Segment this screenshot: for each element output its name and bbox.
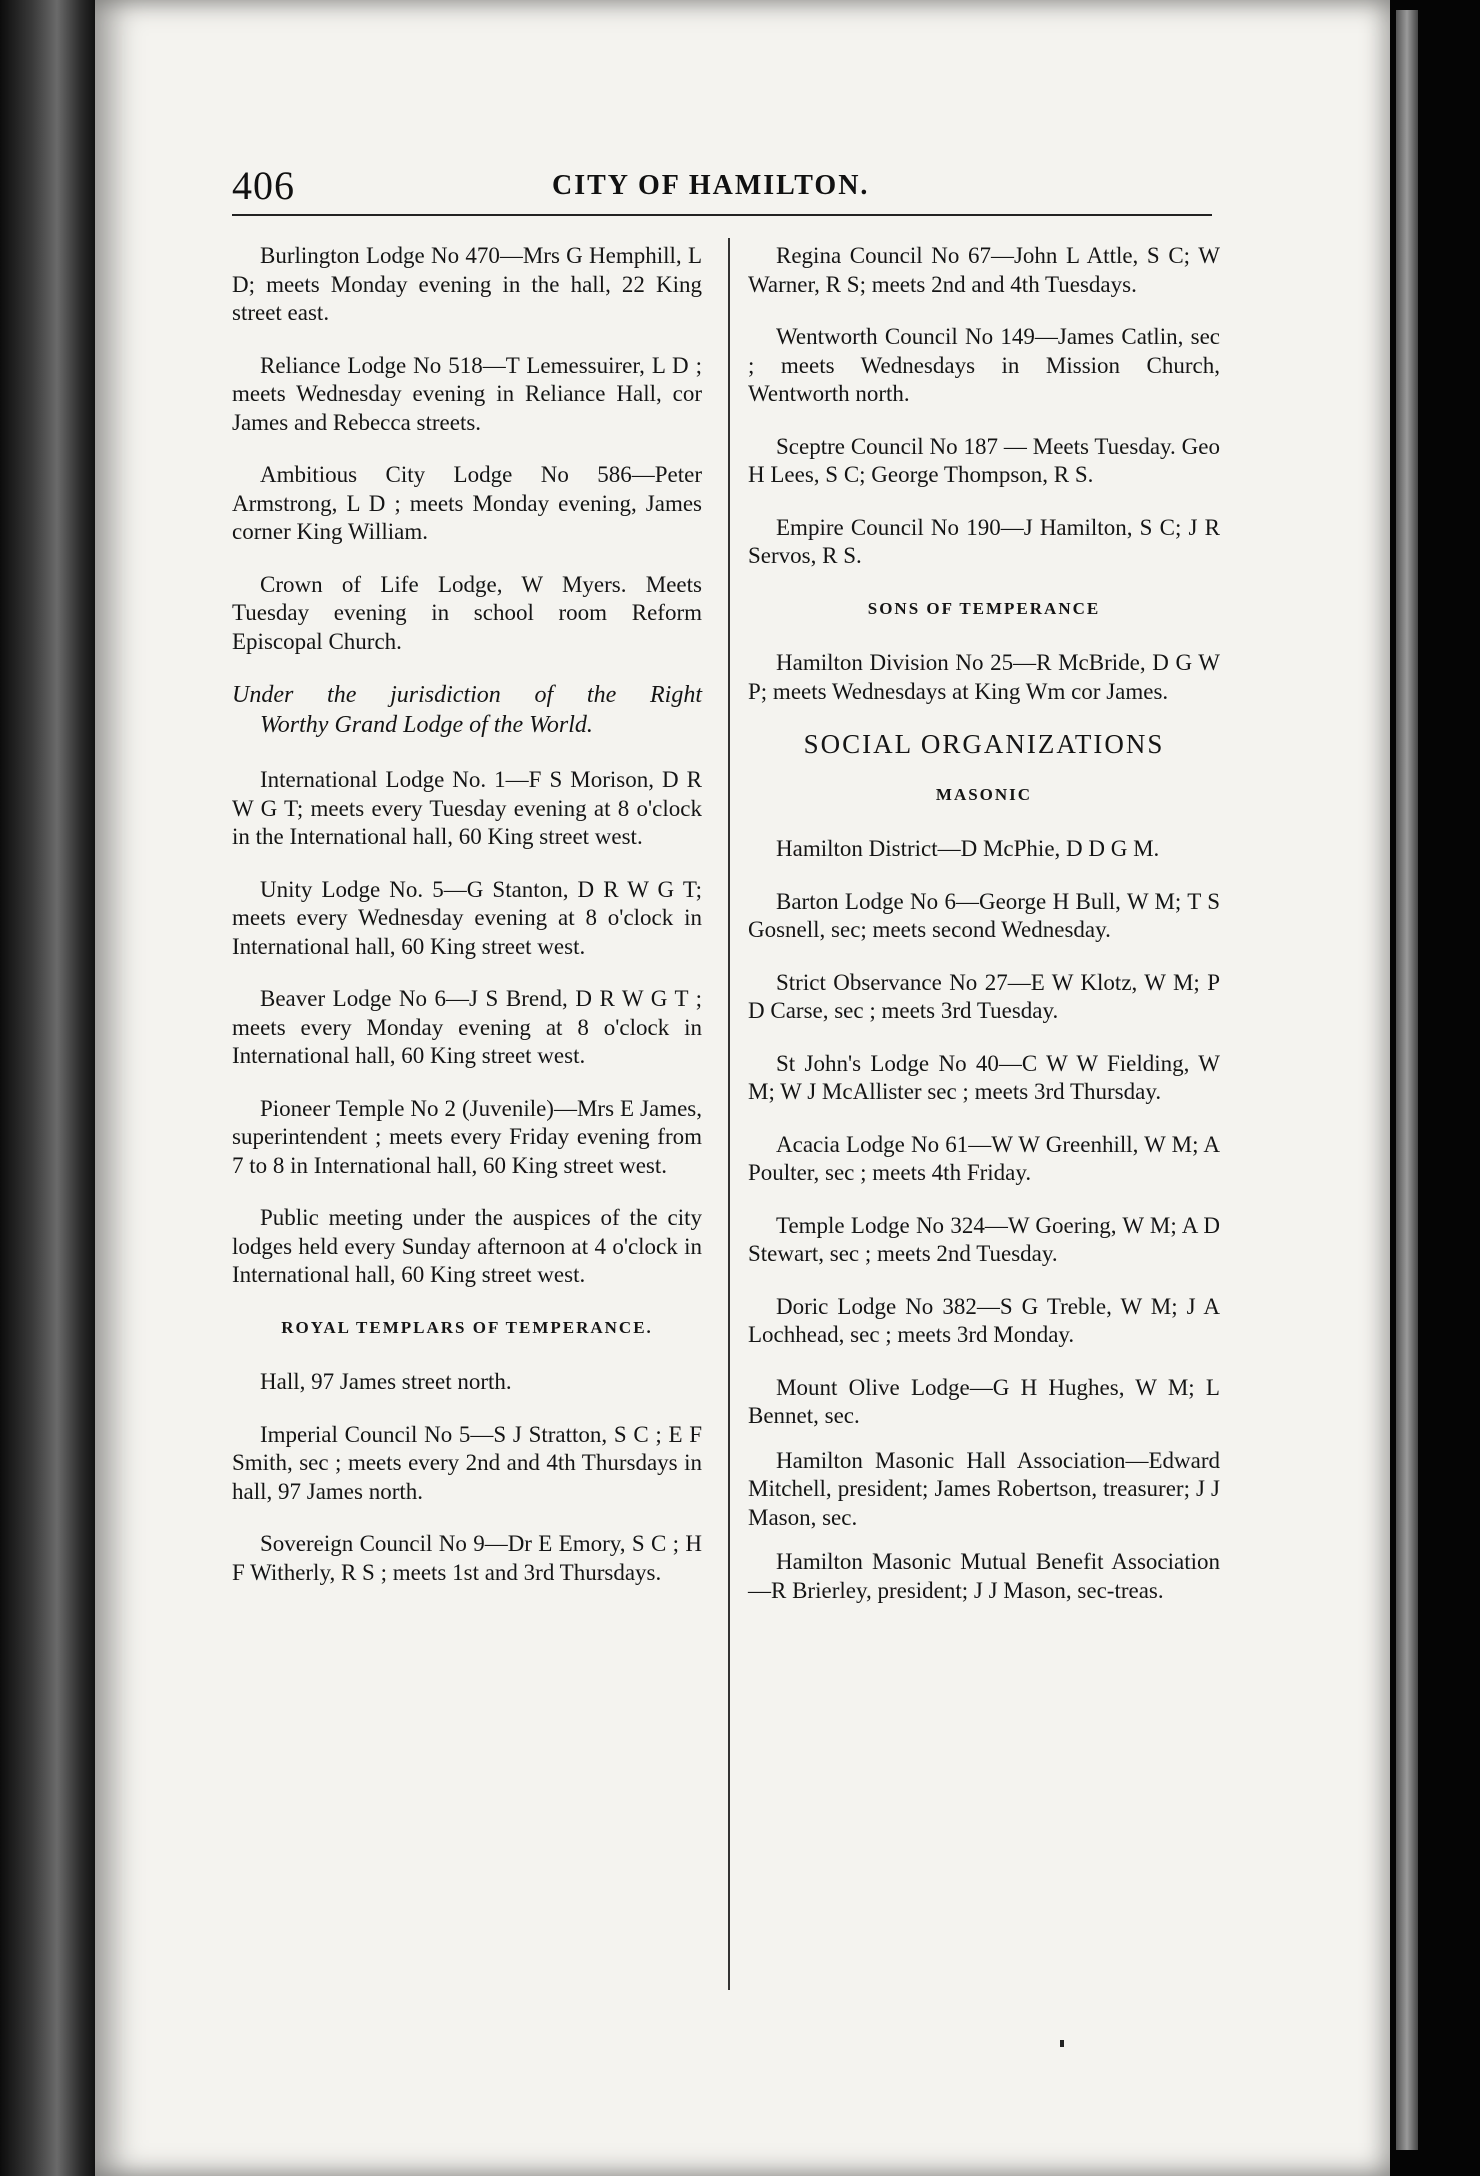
directory-entry: Wentworth Council No 149—James Catlin, sec ; meets Wednesdays in Mission Church, Wentworth north.: [748, 324, 1220, 406]
directory-entry: Barton Lodge No 6—George H Bull, W M; T S Gosnell, sec; meets second Wednesday.: [748, 888, 1220, 942]
page-header: [232, 160, 1212, 216]
directory-entry: Sceptre Council No 187 — Meets Tuesday. Geo H Lees, S C; George Thompson, R S.: [748, 433, 1220, 487]
book-spine-shadow: [0, 0, 95, 2176]
facing-page-edge: [1390, 0, 1480, 2176]
directory-entry: St John's Lodge No 40—C W W Fielding, W M; W J McAllister sec ; meets 3rd Thursday.: [748, 1050, 1220, 1104]
directory-entry: Sovereign Council No 9—Dr E Emory, S C ; H F Witherly, R S ; meets 1st and 3rd Thursdays.: [232, 1531, 702, 1585]
facing-page-sliver: [1396, 10, 1418, 2150]
section-heading-social-organizations: SOCIAL ORGANIZATIONS: [803, 729, 1165, 759]
header-rule: [232, 214, 1212, 216]
directory-entry: Empire Council No 190—J Hamilton, S C; J R Servos, R S.: [748, 514, 1220, 568]
directory-entry: Hamilton District—D McPhie, D D G M.: [776, 836, 1160, 861]
directory-entry: Hamilton Masonic Mutual Benefit Association—R Brierley, president; J J Mason, sec-treas.: [748, 1549, 1220, 1603]
directory-entry: Hamilton Masonic Hall Association—Edward Mitchell, president; James Robertson, treasurer; J J Mason, sec.: [748, 1447, 1220, 1530]
directory-entry: Mount Olive Lodge—G H Hughes, W M; L Bennet, sec.: [748, 1374, 1220, 1428]
directory-entry: Regina Council No 67—John L Attle, S C; W Warner, R S; meets 2nd and 4th Tuesdays.: [748, 243, 1220, 297]
page-number: 406: [232, 163, 295, 208]
left-column: [232, 242, 702, 1611]
directory-entry: Imperial Council No 5—S J Stratton, S C ; E F Smith, sec ; meets every 2nd and 4th Thursdays in hall, 97 James north.: [232, 1421, 702, 1504]
directory-entry: Doric Lodge No 382—S G Treble, W M; J A Lochhead, sec ; meets 3rd Monday.: [748, 1293, 1220, 1347]
jurisdiction-line: Worthy Grand Lodge of the World.: [260, 712, 593, 738]
running-title: CITY OF HAMILTON.: [552, 170, 870, 201]
right-column: [748, 242, 1220, 1621]
jurisdiction-line: Under the jurisdiction of the Right: [232, 682, 702, 708]
directory-entry: Reliance Lodge No 518—T Lemessuirer, L D ; meets Wednesday evening in Reliance Hall, cor James and Rebecca streets.: [232, 352, 702, 435]
directory-entry: Unity Lodge No. 5—G Stanton, D R W G T; meets every Wednesday evening at 8 o'clock in International hall, 60 King street west.: [232, 876, 702, 959]
directory-entry: Strict Observance No 27—E W Klotz, W M; P D Carse, sec ; meets 3rd Tuesday.: [748, 969, 1220, 1023]
section-heading-masonic: MASONIC: [935, 784, 1033, 804]
directory-entry: Hamilton Division No 25—R McBride, D G W P; meets Wednesdays at King Wm cor James.: [748, 650, 1220, 704]
directory-entry: Temple Lodge No 324—W Goering, W M; A D Stewart, sec ; meets 2nd Tuesday.: [748, 1212, 1220, 1266]
jurisdiction-note: [232, 680, 702, 740]
directory-entry: Beaver Lodge No 6—J S Brend, D R W G T ; meets every Monday evening at 8 o'clock in International hall, 60 King street west.: [232, 986, 702, 1068]
ink-speck: [1060, 2040, 1064, 2047]
hall-line: Hall, 97 James street north.: [260, 1369, 512, 1394]
section-heading-sons-of-temperance: SONS OF TEMPERANCE: [867, 598, 1101, 618]
directory-entry: Ambitious City Lodge No 586—Peter Armstrong, L D ; meets Monday evening, James corner King William.: [232, 462, 702, 544]
directory-entry: Burlington Lodge No 470—Mrs G Hemphill, L D; meets Monday evening in the hall, 22 King street east.: [232, 243, 702, 325]
directory-entry: Public meeting under the auspices of the city lodges held every Sunday afternoon at 4 o'clock in International hall, 60 King street west.: [232, 1205, 702, 1287]
directory-entry: Acacia Lodge No 61—W W Greenhill, W M; A Poulter, sec ; meets 4th Friday.: [748, 1131, 1220, 1185]
directory-entry: Pioneer Temple No 2 (Juvenile)—Mrs E James, superintendent ; meets every Friday evening from 7 to 8 in International hall, 60 King street west.: [232, 1095, 702, 1178]
directory-entry: Crown of Life Lodge, W Myers. Meets Tuesday evening in school room Reform Episcopal Church.: [232, 571, 702, 654]
column-divider: [728, 238, 730, 1990]
section-heading-royal-templars: ROYAL TEMPLARS OF TEMPERANCE.: [281, 1317, 653, 1337]
directory-entry: International Lodge No. 1—F S Morison, D R W G T; meets every Tuesday evening at 8 o'clock in the International hall, 60 King street west.: [232, 767, 702, 849]
